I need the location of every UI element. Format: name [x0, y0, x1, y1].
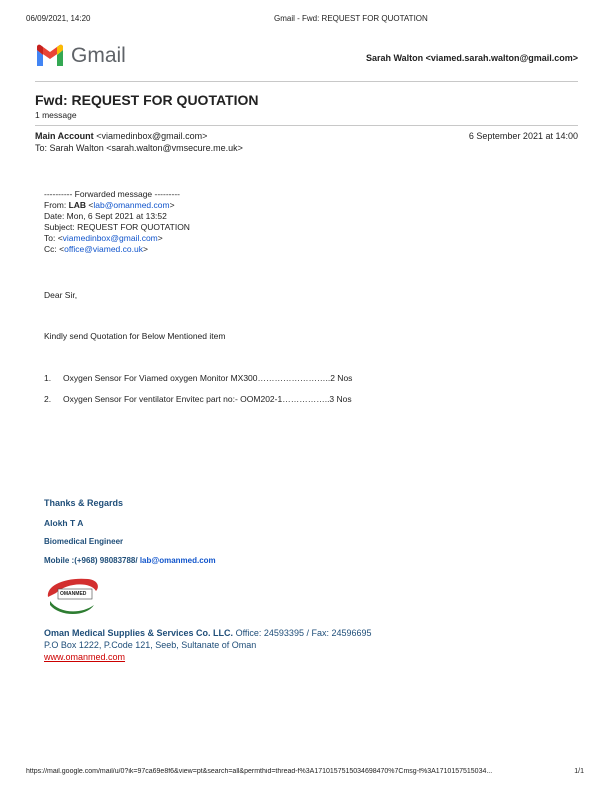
forwarded-to: To: <viamedinbox@gmail.com>: [44, 233, 163, 243]
forwarded-from-name: LAB: [68, 200, 87, 210]
print-title: Gmail - Fwd: REQUEST FOR QUOTATION: [274, 14, 428, 23]
forwarded-subject: Subject: REQUEST FOR QUOTATION: [44, 222, 190, 232]
body-greeting: Dear Sir,: [44, 290, 78, 300]
message-recipients: To: Sarah Walton <sarah.walton@vmsecure.me.uk>: [35, 143, 243, 153]
list-item-number: 1.: [44, 373, 52, 383]
header-divider: [35, 81, 578, 82]
thread-subject: Fwd: REQUEST FOR QUOTATION: [35, 92, 259, 108]
signature-website-link[interactable]: www.omanmed.com: [44, 652, 126, 662]
signature-website-line: [44, 652, 125, 662]
account-email: Sarah Walton <viamed.sarah.walton@gmail.com>: [365, 53, 578, 63]
message-date: 6 September 2021 at 14:00: [468, 131, 578, 141]
list-item-number: 2.: [44, 394, 52, 404]
omanmed-logo-text: OMANMED: [60, 591, 87, 597]
print-footer-url: https://mail.google.com/mail/u/0?ik=97ca69e8f6&view=pt&search=all&permthid=thread-f%3A1710157515034698470%7Cmsg-f%3A1710157515034...: [26, 768, 493, 775]
forwarded-from-email-link[interactable]: lab@omanmed.com: [93, 200, 170, 210]
signature-address: P.O Box 1222, P.Code 121, Seeb, Sultanate of Oman: [44, 640, 257, 650]
signature-mobile: [44, 556, 216, 565]
signature-mobile-label: Mobile :(+968) 98083788/: [44, 556, 140, 565]
signature-company: Oman Medical Supplies & Services Co. LLC.: [44, 628, 234, 638]
signature-title: Biomedical Engineer: [44, 537, 124, 546]
body-intro: Kindly send Quotation for Below Mentioned item: [44, 331, 226, 341]
forwarded-cc: Cc: <office@viamed.co.uk>: [44, 244, 148, 254]
print-datetime: 06/09/2021, 14:20: [26, 14, 91, 23]
sender-name: Main Account: [35, 131, 94, 141]
list-item: [44, 373, 51, 383]
forwarded-to-email-link[interactable]: viamedinbox@gmail.com: [62, 233, 158, 243]
forwarded-cc-label: Cc:: [44, 244, 60, 254]
omanmed-logo: [44, 575, 102, 617]
forwarded-divider: ---------- Forwarded message ---------: [44, 189, 180, 199]
subject-divider: [35, 125, 578, 126]
list-item-text: Oxygen Sensor For ventilator Envitec part no:- OOM202-1……………..3 Nos: [63, 394, 352, 404]
message-count: 1 message: [35, 110, 77, 120]
signature-office: Office: 24593395 / Fax: 24596695: [233, 628, 372, 638]
signature-regards: Thanks & Regards: [44, 498, 124, 508]
forwarded-from-label: From:: [44, 200, 69, 210]
gmail-logo-icon[interactable]: [35, 44, 65, 68]
list-item: [44, 394, 51, 404]
gmail-logo-text: Gmail: [71, 44, 126, 67]
forwarded-to-label: To:: [44, 233, 58, 243]
signature-company-line: [44, 628, 372, 638]
forwarded-cc-email-link[interactable]: office@viamed.co.uk: [64, 244, 143, 254]
list-item-text: Oxygen Sensor For Viamed oxygen Monitor MX300……………………..2 Nos: [63, 373, 353, 383]
forwarded-from: From: LAB <lab@omanmed.com>: [44, 200, 175, 210]
signature-name: Alokh T A: [44, 518, 84, 528]
message-from: [35, 131, 207, 141]
signature-email-link[interactable]: lab@omanmed.com: [139, 556, 216, 565]
print-page-number: 1/1: [574, 768, 584, 775]
forwarded-date: Date: Mon, 6 Sept 2021 at 13:52: [44, 211, 167, 221]
sender-email[interactable]: <viamedinbox@gmail.com>: [96, 131, 208, 141]
